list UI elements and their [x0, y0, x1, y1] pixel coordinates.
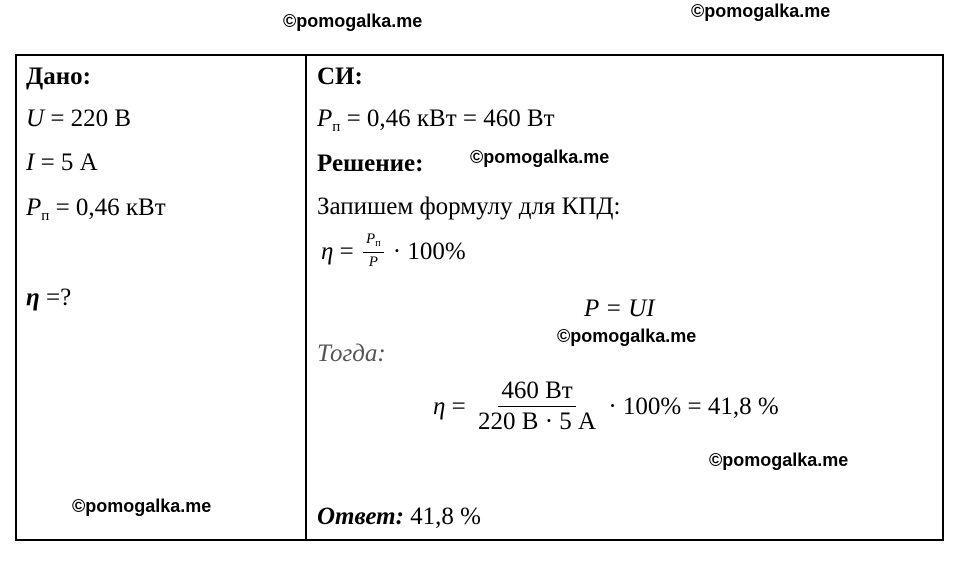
si-power-subscript: п — [332, 119, 341, 135]
watermark: ©pomogalka.me — [72, 496, 212, 516]
power-formula: P = UI — [584, 295, 655, 322]
voltage-value: = 220 В — [44, 105, 132, 132]
power-subscript: п — [41, 208, 50, 224]
given-voltage — [26, 106, 131, 131]
si-power-value: = 0,46 кВт = 460 Вт — [340, 105, 555, 132]
fraction-numerator-subscript: п — [375, 238, 381, 249]
formula-eta: η — [321, 237, 334, 265]
fraction-numerator: P — [366, 231, 376, 247]
answer-value: 41,8 % — [403, 503, 481, 530]
given-unknown — [26, 285, 71, 310]
calc-eta: η — [433, 393, 446, 421]
si-conversion — [317, 106, 555, 135]
si-title: СИ: — [317, 63, 363, 90]
calc-fraction — [475, 378, 599, 436]
eta-symbol: η — [26, 284, 40, 311]
column-divider — [305, 54, 307, 541]
calc-numerator: 460 Вт — [498, 378, 575, 407]
given-title: Дано: — [26, 63, 91, 90]
calculation — [433, 378, 779, 436]
formula-eq: = — [333, 237, 361, 265]
current-value: = 5 А — [34, 149, 98, 176]
watermark: ©pomogalka.me — [691, 1, 831, 21]
fraction-denominator: P — [368, 253, 378, 270]
voltage-symbol: U — [26, 105, 45, 132]
unknown-marker: =? — [39, 284, 72, 311]
calc-eq: = — [445, 393, 473, 421]
given-useful-power — [26, 195, 166, 224]
efficiency-formula — [321, 232, 466, 270]
watermark: ©pomogalka.me — [470, 147, 610, 167]
given-current — [26, 150, 98, 175]
solution-title: Решение: — [317, 150, 424, 177]
watermark: ©pomogalka.me — [557, 326, 697, 346]
power-symbol: P — [26, 194, 42, 221]
current-symbol: I — [26, 149, 35, 176]
calc-tail: · 100% = 41,8 % — [602, 393, 779, 421]
calc-denominator: 220 В · 5 А — [478, 408, 597, 436]
si-power-symbol: P — [317, 105, 333, 132]
watermark: ©pomogalka.me — [709, 450, 849, 470]
formula-fraction — [363, 232, 384, 270]
solution-intro: Запишем формулу для КПД: — [317, 193, 621, 220]
power-value: = 0,46 кВт — [49, 194, 166, 221]
then-label: Тогда: — [317, 340, 386, 367]
answer-label: Ответ: — [317, 503, 404, 530]
formula-tail: · 100% — [386, 237, 466, 265]
watermark: ©pomogalka.me — [283, 11, 423, 31]
answer-line — [317, 504, 481, 529]
